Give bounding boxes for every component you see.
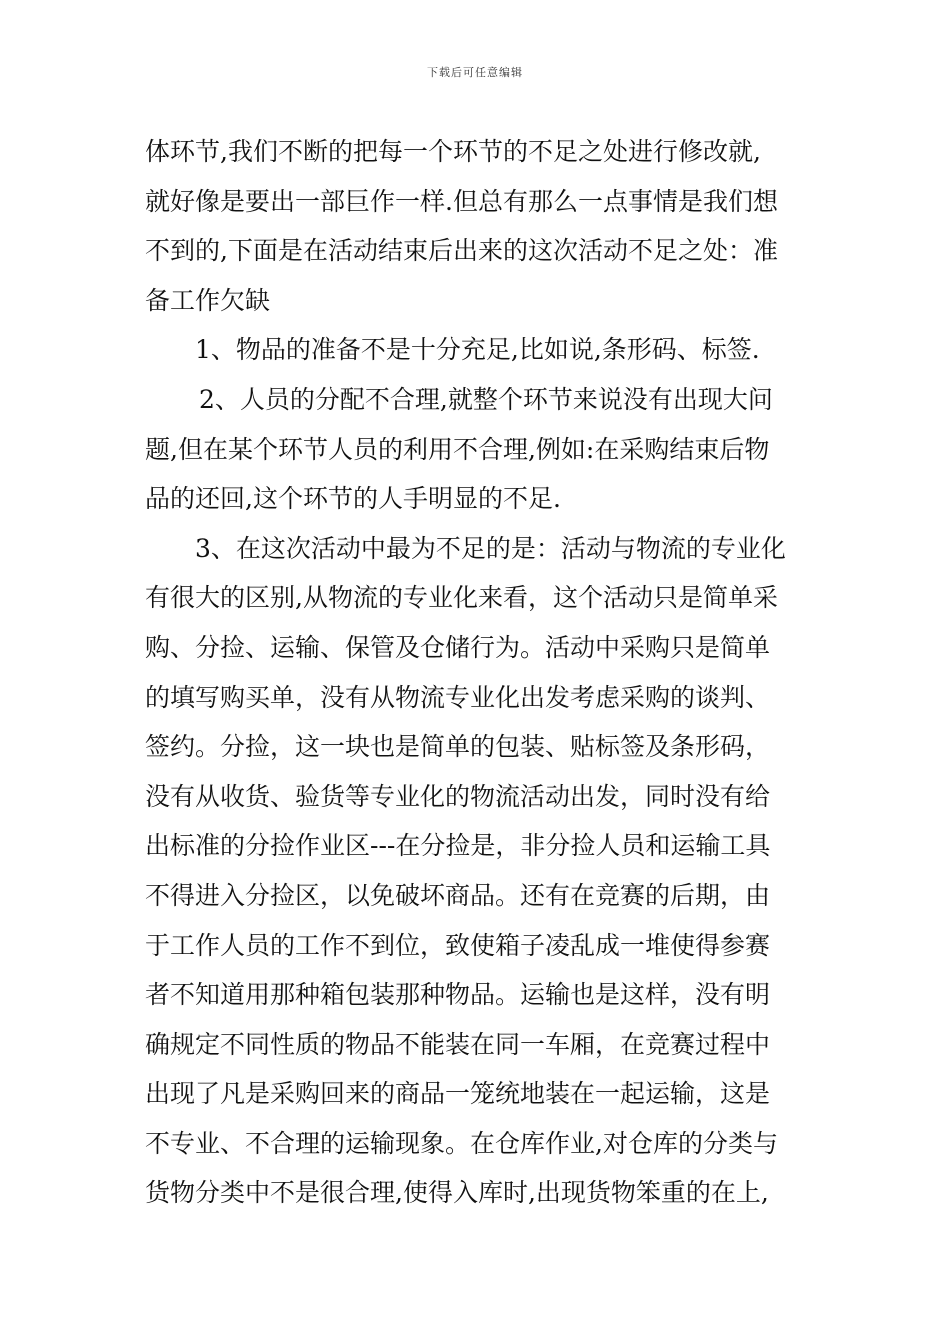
- text-line: 货物分类中不是很合理,使得入库时,出现货物笨重的在上,: [145, 1178, 769, 1208]
- text-line: 就好像是要出一部巨作一样.但总有那么一点事情是我们想: [145, 186, 778, 216]
- text-line: 不到的,下面是在活动结束后出来的这次活动不足之处：准: [145, 236, 778, 266]
- text-line: 者不知道用那种箱包装那种物品。运输也是这样，没有明: [145, 980, 771, 1010]
- text-line: 题,但在某个环节人员的利用不合理,例如:在采购结束后物: [145, 434, 770, 464]
- list-item-3: 3、在这次活动中最为不足的是：活动与物流的专业化: [195, 533, 786, 563]
- text-line: 品的还回,这个环节的人手明显的不足.: [145, 484, 561, 514]
- text-line: 签约。分捡，这一块也是简单的包装、贴标签及条形码，: [145, 732, 771, 762]
- text-line: 不专业、不合理的运输现象。在仓库作业,对仓库的分类与: [145, 1128, 778, 1158]
- text-line: 出现了凡是采购回来的商品一笼统地装在一起运输，这是: [145, 1079, 771, 1109]
- text-line: 的填写购买单，没有从物流专业化出发考虑采购的谈判、: [145, 682, 771, 712]
- text-line: 备工作欠缺: [145, 285, 271, 315]
- text-line: 没有从收货、验货等专业化的物流活动出发，同时没有给: [145, 781, 771, 811]
- text-line: 出标准的分捡作业区---在分捡是，非分捡人员和运输工具: [145, 831, 771, 861]
- page-header: 下载后可任意编辑: [427, 66, 523, 79]
- text-line: 不得进入分捡区，以免破坏商品。还有在竞赛的后期，由: [145, 880, 771, 910]
- text-line: 有很大的区别,从物流的专业化来看，这个活动只是简单采: [145, 583, 778, 613]
- text-line: 购、分捡、运输、保管及仓储行为。活动中采购只是简单: [145, 632, 771, 662]
- document-body: [145, 127, 815, 1218]
- text-line: 体环节,我们不断的把每一个环节的不足之处进行修改就,: [145, 137, 761, 166]
- text-line: 于工作人员的工作不到位，致使箱子凌乱成一堆使得参赛: [145, 930, 771, 960]
- text-line: 确规定不同性质的物品不能装在同一车厢，在竞赛过程中: [145, 1029, 771, 1059]
- list-item-1: 1、物品的准备不是十分充足,比如说,条形码、标签.: [195, 335, 760, 365]
- list-item-2: 2、人员的分配不合理,就整个环节来说没有出现大问: [199, 384, 773, 414]
